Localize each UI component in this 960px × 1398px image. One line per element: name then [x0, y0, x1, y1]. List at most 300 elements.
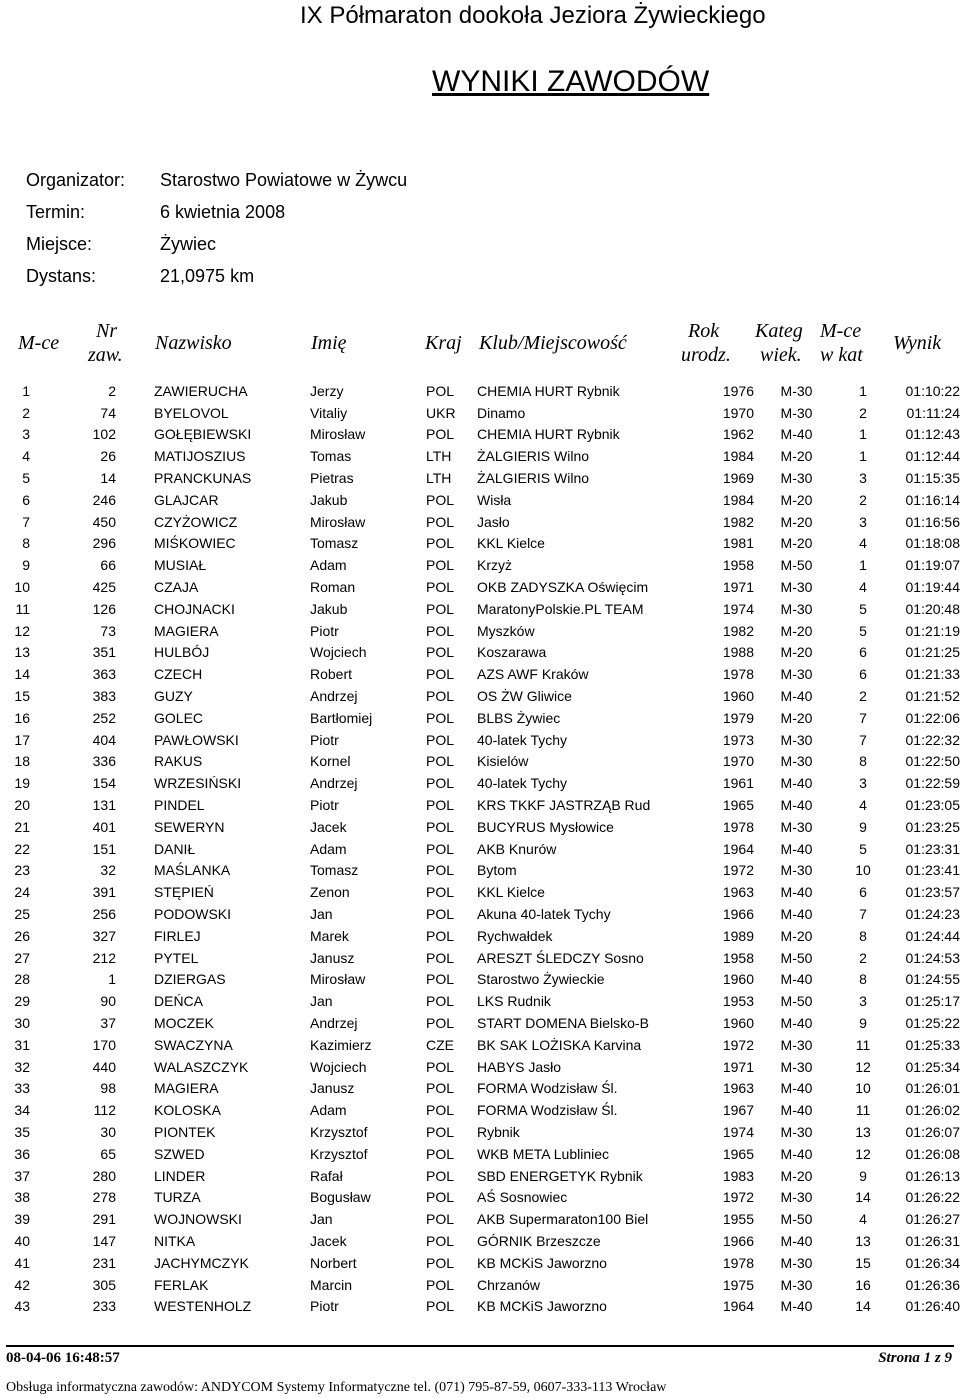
cell-firstname: Mirosław	[310, 426, 366, 443]
cell-surname: PYTEL	[154, 949, 199, 966]
cell-club: Jasło	[477, 513, 510, 530]
cell-place: 14	[14, 666, 30, 683]
cell-firstname: Jerzy	[310, 382, 344, 399]
cell-firstname: Bogusław	[310, 1189, 371, 1206]
cell-surname: TURZA	[154, 1189, 201, 1206]
cell-category-place: 4	[859, 579, 867, 596]
cell-spacer	[116, 598, 154, 620]
cell-club: Starostwo Żywieckie	[477, 971, 605, 988]
cell-result: 01:26:07	[905, 1123, 960, 1140]
cell-place: 8	[22, 535, 30, 552]
cell-birth-year: 1964	[722, 840, 754, 857]
cell-place: 13	[14, 644, 30, 661]
cell-spacer	[116, 685, 154, 707]
cell-place: 30	[14, 1015, 30, 1031]
cell-bib: 256	[92, 906, 116, 923]
cell-bib: 131	[92, 797, 116, 814]
table-row	[0, 707, 960, 729]
cell-category-place: 8	[859, 753, 867, 770]
table-row	[0, 1121, 960, 1143]
cell-club: BK SAK LOŻISKA Karvina	[477, 1036, 642, 1053]
cell-category-place: 2	[859, 491, 867, 508]
cell-firstname: Marek	[310, 927, 349, 944]
cell-spacer	[116, 1252, 154, 1274]
cell-category: M-50	[780, 1211, 813, 1228]
cell-result: 01:19:44	[905, 579, 960, 596]
header-category-line2: wiek.	[760, 344, 802, 366]
cell-club: ŻALGIERIS Wilno	[477, 448, 590, 465]
cell-category-place: 6	[859, 666, 867, 683]
cell-bib: 147	[92, 1232, 116, 1249]
table-row	[0, 1274, 960, 1296]
cell-club: Rybnik	[477, 1123, 520, 1140]
cell-place: 33	[14, 1080, 30, 1097]
cell-firstname: Tomasz	[310, 862, 359, 879]
cell-country: POL	[426, 1211, 455, 1228]
cell-category: M-20	[780, 644, 813, 661]
header-catplace-line2: w kat	[820, 344, 863, 366]
cell-result: 01:16:56	[905, 513, 960, 530]
table-row	[0, 576, 960, 598]
cell-club: Kisielów	[477, 753, 529, 770]
cell-spacer	[116, 838, 154, 860]
cell-result: 01:22:32	[905, 731, 960, 748]
cell-category: M-30	[780, 818, 813, 835]
table-row	[0, 467, 960, 489]
cell-surname: MIŚKOWIEC	[154, 535, 236, 552]
cell-result: 01:21:19	[905, 622, 960, 639]
table-row	[0, 642, 960, 664]
table-row	[0, 772, 960, 794]
results-body	[0, 380, 960, 1317]
cell-country: POL	[426, 426, 455, 443]
cell-country: POL	[426, 1123, 455, 1140]
cell-country: POL	[426, 600, 455, 617]
cell-birth-year: 1960	[722, 971, 754, 988]
cell-category: M-40	[780, 426, 813, 443]
cell-category: M-40	[780, 840, 813, 857]
cell-country: POL	[426, 1102, 455, 1119]
cell-firstname: Jakub	[310, 491, 348, 508]
cell-category-place: 7	[859, 906, 867, 923]
cell-club: 40-latek Tychy	[477, 731, 568, 748]
cell-category-place: 5	[859, 622, 867, 639]
cell-place: 7	[22, 513, 30, 530]
table-row	[0, 1056, 960, 1078]
cell-bib: 296	[92, 535, 116, 552]
cell-place: 26	[14, 927, 30, 944]
cell-firstname: Wojciech	[310, 1058, 367, 1075]
cell-result: 01:25:17	[905, 993, 960, 1010]
cell-club: KRS TKKF JASTRZĄB Rud	[477, 797, 651, 814]
cell-category: M-40	[780, 1080, 813, 1097]
table-row	[0, 380, 960, 402]
cell-place: 34	[14, 1102, 30, 1119]
cell-place: 9	[22, 557, 30, 574]
cell-spacer	[116, 1165, 154, 1187]
cell-category-place: 7	[859, 731, 867, 748]
cell-result: 01:23:31	[905, 840, 960, 857]
cell-surname: CZYŻOWICZ	[154, 513, 238, 530]
cell-result: 01:26:27	[905, 1211, 960, 1228]
cell-spacer	[116, 1012, 154, 1034]
cell-result: 01:26:31	[905, 1232, 960, 1249]
cell-category: M-20	[780, 622, 813, 639]
cell-bib: 126	[92, 600, 116, 617]
cell-bib: 151	[92, 840, 116, 857]
table-row	[0, 903, 960, 925]
cell-place: 41	[14, 1254, 30, 1271]
cell-category-place: 13	[855, 1123, 871, 1140]
cell-firstname: Krzysztof	[310, 1123, 368, 1140]
cell-club: FORMA Wodzisław Śl.	[477, 1080, 618, 1097]
cell-place: 23	[14, 862, 30, 879]
cell-category: M-30	[780, 404, 813, 421]
cell-birth-year: 1965	[722, 797, 754, 814]
cell-category: M-40	[780, 797, 813, 814]
cell-country: POL	[426, 622, 455, 639]
cell-club: MaratonyPolskie.PL TEAM	[477, 600, 644, 617]
cell-club: OKB ZADYSZKA Oświęcim	[477, 579, 649, 596]
cell-birth-year: 1971	[722, 1058, 754, 1075]
cell-birth-year: 1978	[722, 666, 754, 683]
cell-spacer	[116, 1295, 154, 1317]
cell-country: POL	[426, 949, 455, 966]
cell-club: KB MCKiS Jaworzno	[477, 1298, 607, 1315]
table-row	[0, 489, 960, 511]
cell-place: 40	[14, 1232, 30, 1249]
table-row	[0, 990, 960, 1012]
cell-category-place: 15	[855, 1254, 871, 1271]
table-row	[0, 598, 960, 620]
table-row	[0, 445, 960, 467]
cell-category-place: 5	[859, 840, 867, 857]
results-table	[0, 380, 960, 1317]
cell-bib: 404	[92, 731, 116, 748]
cell-spacer	[116, 925, 154, 947]
cell-spacer	[116, 860, 154, 882]
cell-place: 1	[22, 382, 30, 399]
cell-birth-year: 1962	[722, 426, 754, 443]
cell-birth-year: 1984	[722, 448, 754, 465]
cell-birth-year: 1960	[722, 1015, 754, 1031]
cell-place: 19	[14, 775, 30, 792]
cell-place: 15	[14, 688, 30, 705]
cell-surname: FERLAK	[154, 1276, 209, 1293]
table-row	[0, 751, 960, 773]
cell-birth-year: 1970	[722, 753, 754, 770]
table-row	[0, 533, 960, 555]
cell-country: POL	[426, 797, 455, 814]
cell-bib: 170	[92, 1036, 116, 1053]
cell-surname: WOJNOWSKI	[154, 1211, 242, 1228]
cell-result: 01:26:01	[905, 1080, 960, 1097]
cell-place: 32	[14, 1058, 30, 1075]
cell-country: POL	[426, 1080, 455, 1097]
cell-surname: WRZESIŃSKI	[154, 775, 242, 792]
cell-club: ARESZT ŚLEDCZY Sosno	[477, 949, 644, 966]
cell-bib: 280	[92, 1167, 116, 1184]
cell-firstname: Andrzej	[310, 1015, 358, 1031]
cell-country: LTH	[426, 470, 452, 487]
cell-result: 01:21:52	[905, 688, 960, 705]
cell-spacer	[116, 1208, 154, 1230]
cell-result: 01:26:34	[905, 1254, 960, 1271]
cell-country: POL	[426, 1015, 455, 1031]
cell-category-place: 4	[859, 1211, 867, 1228]
cell-birth-year: 1978	[722, 1254, 754, 1271]
cell-birth-year: 1966	[722, 906, 754, 923]
cell-result: 01:21:33	[905, 666, 960, 683]
cell-category: M-30	[780, 862, 813, 879]
cell-club: CHEMIA HURT Rybnik	[477, 382, 620, 399]
cell-country: POL	[426, 644, 455, 661]
cell-result: 01:24:23	[905, 906, 960, 923]
cell-place: 22	[14, 840, 30, 857]
cell-country: POL	[426, 993, 455, 1010]
event-title: IX Półmaraton dookoła Jeziora Żywieckiego	[300, 2, 766, 29]
cell-spacer	[116, 1230, 154, 1252]
info-value-organizer: Starostwo Powiatowe w Żywcu	[160, 170, 408, 190]
cell-country: CZE	[426, 1036, 454, 1053]
cell-category: M-20	[780, 927, 813, 944]
table-row	[0, 1230, 960, 1252]
cell-bib: 112	[93, 1102, 116, 1119]
cell-country: POL	[426, 1189, 455, 1206]
cell-birth-year: 1965	[722, 1145, 754, 1162]
table-row	[0, 1034, 960, 1056]
cell-category-place: 9	[859, 1167, 867, 1184]
cell-firstname: Adam	[310, 557, 347, 574]
cell-category: M-30	[780, 1036, 813, 1053]
cell-category: M-30	[780, 1276, 813, 1293]
cell-surname: KOLOSKA	[154, 1102, 221, 1119]
cell-place: 35	[14, 1123, 30, 1140]
info-value-distance: 21,0975 km	[160, 266, 255, 286]
cell-category: M-20	[780, 491, 813, 508]
cell-bib: 14	[100, 470, 116, 487]
cell-place: 20	[14, 797, 30, 814]
cell-club: KKL Kielce	[477, 535, 545, 552]
cell-birth-year: 1972	[722, 1036, 754, 1053]
cell-birth-year: 1973	[722, 731, 754, 748]
table-row	[0, 1186, 960, 1208]
table-row	[0, 1012, 960, 1034]
cell-firstname: Piotr	[310, 1298, 339, 1315]
table-row	[0, 947, 960, 969]
cell-club: Rychwałdek	[477, 927, 553, 944]
cell-category-place: 6	[859, 884, 867, 901]
cell-place: 37	[14, 1167, 30, 1184]
cell-category: M-40	[780, 906, 813, 923]
cell-birth-year: 1979	[722, 709, 754, 726]
cell-category-place: 2	[859, 404, 867, 421]
cell-category: M-50	[780, 949, 813, 966]
cell-birth-year: 1984	[722, 491, 754, 508]
cell-result: 01:10:22	[905, 382, 960, 399]
cell-country: POL	[426, 906, 455, 923]
cell-spacer	[116, 816, 154, 838]
cell-category: M-40	[780, 884, 813, 901]
cell-firstname: Jan	[310, 906, 333, 923]
cell-place: 42	[14, 1276, 30, 1293]
cell-bib: 336	[92, 753, 116, 770]
cell-result: 01:23:57	[905, 884, 960, 901]
cell-place: 16	[14, 709, 30, 726]
cell-birth-year: 1955	[722, 1211, 754, 1228]
cell-category-place: 14	[855, 1298, 871, 1315]
cell-birth-year: 1981	[722, 535, 754, 552]
cell-spacer	[116, 772, 154, 794]
table-row	[0, 554, 960, 576]
cell-place: 21	[14, 818, 30, 835]
cell-category: M-50	[780, 993, 813, 1010]
cell-firstname: Marcin	[310, 1276, 353, 1293]
cell-club: AZS AWF Kraków	[477, 666, 589, 683]
table-row	[0, 794, 960, 816]
cell-place: 24	[14, 884, 30, 901]
cell-spacer	[116, 1099, 154, 1121]
cell-country: POL	[426, 1298, 455, 1315]
cell-place: 43	[14, 1298, 30, 1315]
cell-category: M-50	[780, 557, 813, 574]
table-row	[0, 838, 960, 860]
cell-club: GÓRNIK Brzeszcze	[477, 1232, 601, 1249]
cell-place: 4	[22, 448, 30, 465]
table-row	[0, 402, 960, 424]
cell-club: LKS Rudnik	[477, 993, 551, 1010]
cell-club: AŚ Sosnowiec	[477, 1189, 568, 1206]
cell-spacer	[116, 903, 154, 925]
cell-country: POL	[426, 1232, 455, 1249]
cell-result: 01:23:05	[905, 797, 960, 814]
cell-country: POL	[426, 688, 455, 705]
cell-result: 01:19:07	[905, 557, 960, 574]
cell-bib: 32	[100, 862, 116, 879]
header-surname: Nazwisko	[155, 332, 232, 354]
cell-surname: CHOJNACKI	[154, 600, 235, 617]
cell-surname: PRANCKUNAS	[154, 470, 252, 487]
cell-country: POL	[426, 753, 455, 770]
header-club: Klub/Miejscowość	[479, 332, 627, 354]
cell-bib: 278	[92, 1189, 116, 1206]
cell-place: 17	[14, 731, 30, 748]
cell-birth-year: 1983	[722, 1167, 754, 1184]
cell-country: POL	[426, 862, 455, 879]
cell-category-place: 12	[855, 1058, 871, 1075]
cell-firstname: Kazimierz	[310, 1036, 372, 1053]
cell-result: 01:22:59	[905, 775, 960, 792]
cell-result: 01:26:22	[905, 1189, 960, 1206]
cell-firstname: Pietras	[310, 470, 354, 487]
cell-spacer	[116, 794, 154, 816]
cell-spacer	[116, 663, 154, 685]
cell-surname: GUZY	[154, 688, 193, 705]
cell-club: SBD ENERGETYK Rybnik	[477, 1167, 643, 1184]
table-row	[0, 424, 960, 446]
cell-place: 12	[14, 622, 30, 639]
cell-surname: DZIERGAS	[154, 971, 226, 988]
table-row	[0, 511, 960, 533]
cell-place: 28	[14, 971, 30, 988]
cell-country: POL	[426, 491, 455, 508]
cell-birth-year: 1966	[722, 1232, 754, 1249]
cell-club: OS ŻW Gliwice	[477, 688, 572, 705]
results-heading: WYNIKI ZAWODÓW	[432, 65, 710, 98]
cell-result: 01:11:24	[906, 404, 960, 421]
cell-birth-year: 1975	[722, 1276, 754, 1293]
cell-country: POL	[426, 971, 455, 988]
cell-country: POL	[426, 1276, 455, 1293]
cell-country: POL	[426, 927, 455, 944]
cell-firstname: Roman	[310, 579, 356, 596]
cell-surname: SZWED	[154, 1145, 205, 1162]
cell-birth-year: 1974	[722, 600, 754, 617]
info-label-organizer: Organizator:	[26, 170, 126, 190]
cell-surname: MAŚLANKA	[154, 862, 231, 879]
cell-bib: 351	[92, 644, 116, 661]
cell-firstname: Adam	[310, 1102, 347, 1119]
cell-country: POL	[426, 1254, 455, 1271]
cell-spacer	[116, 1078, 154, 1100]
cell-category: M-40	[780, 775, 813, 792]
cell-surname: DANIŁ	[154, 840, 196, 857]
cell-bib: 305	[92, 1276, 116, 1293]
cell-birth-year: 1972	[722, 1189, 754, 1206]
cell-country: POL	[426, 557, 455, 574]
cell-birth-year: 1978	[722, 818, 754, 835]
cell-result: 01:12:44	[905, 448, 960, 465]
cell-birth-year: 1972	[722, 862, 754, 879]
cell-result: 01:26:13	[905, 1167, 960, 1184]
cell-category: M-40	[780, 1015, 813, 1031]
cell-place: 6	[22, 491, 30, 508]
cell-firstname: Kornel	[310, 753, 351, 770]
cell-spacer	[116, 1274, 154, 1296]
cell-birth-year: 1974	[722, 1123, 754, 1140]
cell-category-place: 9	[859, 818, 867, 835]
cell-result: 01:26:08	[905, 1145, 960, 1162]
cell-place: 29	[14, 993, 30, 1010]
cell-birth-year: 1967	[722, 1102, 754, 1119]
cell-place: 10	[14, 579, 30, 596]
cell-firstname: Krzysztof	[310, 1145, 368, 1162]
cell-country: POL	[426, 513, 455, 530]
cell-place: 18	[14, 753, 30, 770]
cell-firstname: Jacek	[310, 818, 347, 835]
cell-spacer	[116, 947, 154, 969]
cell-firstname: Piotr	[310, 731, 339, 748]
cell-spacer	[116, 489, 154, 511]
cell-category: M-40	[780, 971, 813, 988]
cell-club: AKB Supermaraton100 Biel	[477, 1211, 649, 1228]
cell-bib: 1	[108, 971, 116, 988]
cell-result: 01:24:53	[905, 949, 960, 966]
cell-surname: BYELOVOL	[154, 404, 229, 421]
cell-category: M-40	[780, 1102, 813, 1119]
cell-place: 27	[14, 949, 30, 966]
cell-surname: ZAWIERUCHA	[154, 382, 248, 399]
cell-result: 01:18:08	[905, 535, 960, 552]
cell-club: FORMA Wodzisław Śl.	[477, 1102, 618, 1119]
cell-place: 38	[14, 1189, 30, 1206]
cell-country: POL	[426, 709, 455, 726]
cell-category-place: 14	[855, 1189, 871, 1206]
cell-club: WKB META Lubliniec	[477, 1145, 610, 1162]
cell-category: M-40	[780, 1232, 813, 1249]
cell-country: POL	[426, 1145, 455, 1162]
cell-category-place: 7	[859, 709, 867, 726]
